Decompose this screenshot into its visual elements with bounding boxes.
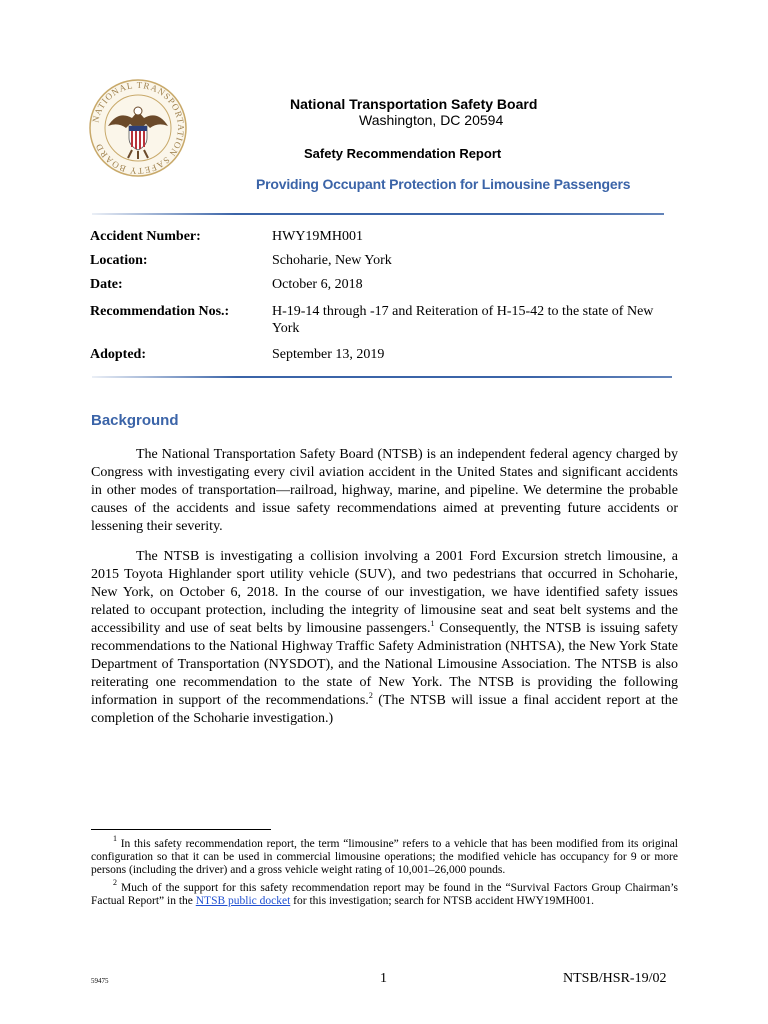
footnote-text: for this investigation; search for NTSB accident HWY19MH001. xyxy=(290,895,595,907)
footnote-text: In this safety recommendation report, the term “limousine” refers to a vehicle that has been modified from its original configuration so that it can be used in commercial limousine operations; the modified vehicle has occupancy for 9 or more persons (including the driver) and a gross vehicle weight rating of 10,001–26,000 pounds. xyxy=(91,838,678,876)
footer-code: 59475 xyxy=(91,977,109,985)
footnote-ref[interactable]: 1 xyxy=(430,619,435,628)
body-paragraph xyxy=(91,548,678,728)
meta-value: H-19-14 through -17 and Reiteration of H-15-42 to the state of New York xyxy=(272,304,654,336)
meta-label: Location: xyxy=(90,253,148,268)
svg-text:NATIONAL TRANSPORTATION SAFETY: NATIONAL TRANSPORTATION SAFETY BOARD xyxy=(90,79,187,177)
report-title: Providing Occupant Protection for Limousine Passengers xyxy=(256,176,631,192)
meta-label: Date: xyxy=(90,277,123,292)
footnote xyxy=(91,878,678,908)
report-number: NTSB/HSR-19/02 xyxy=(563,971,667,986)
meta-label: Recommendation Nos.: xyxy=(90,304,230,319)
ntsb-seal-logo xyxy=(88,78,188,178)
meta-label: Accident Number: xyxy=(90,229,201,244)
footnote-ref[interactable]: 2 xyxy=(368,691,373,700)
meta-value: September 13, 2019 xyxy=(272,347,385,362)
meta-divider xyxy=(92,376,672,378)
footnote-text: Much of the support for this safety recommendation report may be found in the “Survival Factors Group Chairman’s Factual Report” in the xyxy=(91,882,678,907)
paragraph-text: (The NTSB will issue a final accident report at the completion of the Schoharie investigation.) xyxy=(91,693,678,726)
agency-address: Washington, DC 20594 xyxy=(359,112,504,128)
page-number: 1 xyxy=(380,971,387,986)
ntsb-public-docket-link[interactable]: NTSB public docket xyxy=(195,895,291,907)
report-type: Safety Recommendation Report xyxy=(304,146,502,161)
header-divider xyxy=(92,213,664,215)
body-paragraph: The National Transportation Safety Board (NTSB) is an independent federal agency charged by Congress with investigating every civil aviation accident in the United States and significant accidents in other modes of transportation—railroad, highway, marine, and pipeline. We determine the probable causes of the accidents and issue safety recommendations aimed at preventing future accidents or lessening their severity. xyxy=(91,447,678,534)
footnote-number: 2 xyxy=(113,878,117,887)
meta-value: October 6, 2018 xyxy=(272,277,363,292)
meta-value: HWY19MH001 xyxy=(272,229,363,244)
footnote xyxy=(91,834,678,877)
paragraph-text: The NTSB is investigating a collision involving a 2001 Ford Excursion stretch limousine, a 2015 Toyota Highlander sport utility vehicle (SUV), and two pedestrians that occurred in Schoharie, New York, on October 6, 2018. In the course of our investigation, we have identified safety issues related to occupant protection, including the integrity of limousine seat and seat belt systems and the accessibility and use of seat belts by limousine passengers. xyxy=(91,549,678,636)
section-heading-background: Background xyxy=(91,412,179,429)
footnote-divider xyxy=(91,829,271,830)
footnote-number: 1 xyxy=(113,834,117,843)
meta-label: Adopted: xyxy=(90,347,147,362)
meta-value: Schoharie, New York xyxy=(272,253,392,268)
agency-name: National Transportation Safety Board xyxy=(290,96,538,112)
paragraph-text: Consequently, the NTSB is issuing safety recommendations to the National Highway Traffic Safety Administration (NHTSA), the New York State Department of Transportation (NYSDOT), and the National Limousine Association. The NTSB is also reiterating one recommendation to the state of New York. The NTSB is providing the following information in support of the recommendations. xyxy=(91,621,678,708)
